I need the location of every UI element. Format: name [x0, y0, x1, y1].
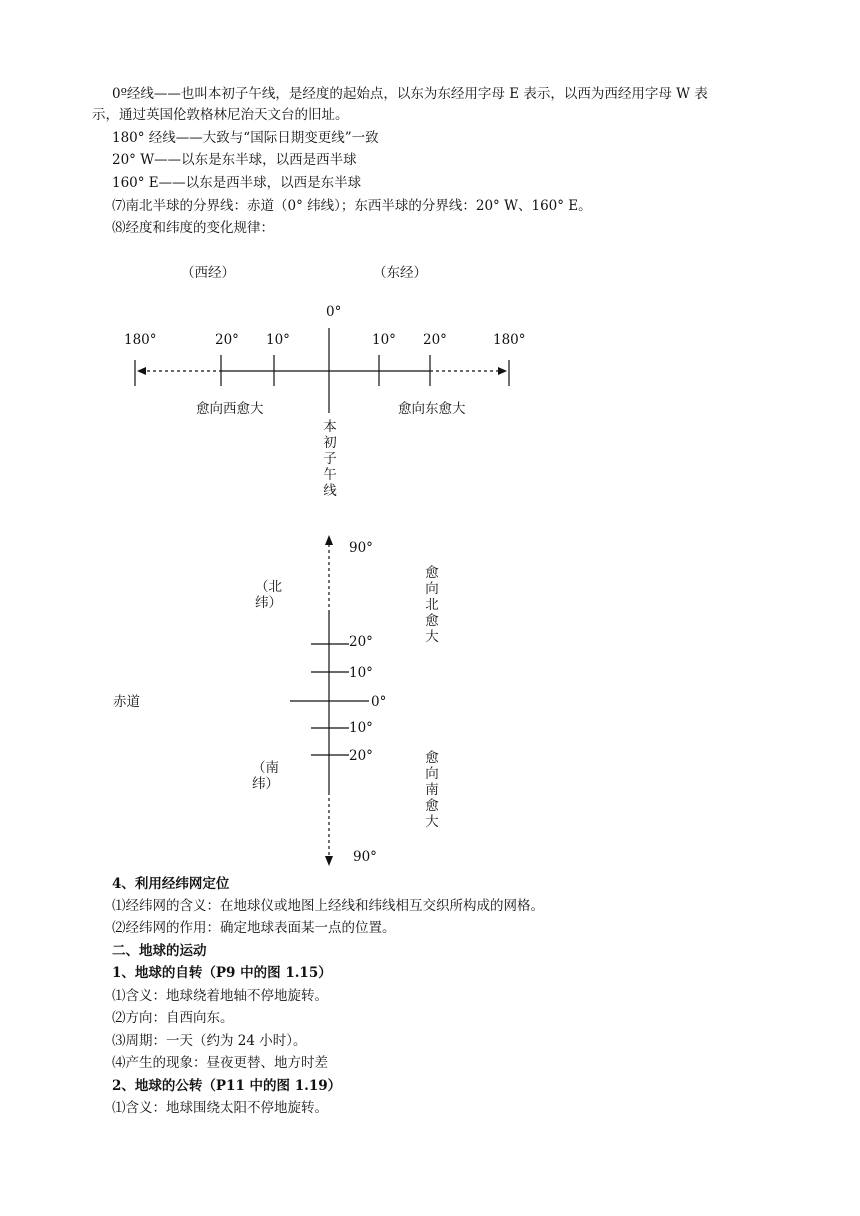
heading-earth-motion: 二、地球的运动	[112, 943, 207, 959]
tick-label-10n: 10°	[349, 665, 373, 681]
text-revolution-meaning: ⑴含义：地球围绕太阳不停地旋转。	[112, 1100, 328, 1116]
east-increase-note: 愈向东愈大	[398, 401, 466, 417]
heading-rotation: 1、地球的自转（P9 中的图 1.15）	[112, 965, 332, 981]
tick-label-20e: 20°	[423, 332, 447, 348]
text-rotation-meaning: ⑴含义：地球绕着地轴不停地旋转。	[112, 988, 328, 1004]
text-prime-meridian-line2: 示，通过英国伦敦格林尼治天文台的旧址。	[92, 107, 349, 123]
latitude-diagram	[290, 535, 369, 866]
text-prime-meridian-line1: 0º经线——也叫本初子午线，是经度的起始点，以东为东经用字母 E 表示，以西为西经用字母 W 表	[112, 86, 708, 102]
text-grid-meaning: ⑴经纬网的含义：在地球仪或地图上经线和纬线相互交织所构成的网格。	[112, 898, 544, 914]
tick-label-90n: 90°	[349, 540, 373, 556]
text-160e: 160° E——以东是西半球，以西是东半球	[112, 175, 362, 191]
text-hemisphere-boundaries: ⑺南北半球的分界线：赤道（0° 纬线）；东西半球的分界线：20° W、160° E。	[112, 198, 592, 214]
north-latitude-label: （北纬）	[255, 579, 282, 611]
tick-label-10e: 10°	[372, 332, 396, 348]
west-longitude-label: （西经）	[181, 265, 235, 281]
tick-label-180e: 180°	[493, 332, 526, 348]
tick-label-20w: 20°	[215, 332, 239, 348]
text-180-meridian: 180° 经线——大致与“国际日期变更线”一致	[112, 130, 379, 146]
tick-label-20s: 20°	[349, 748, 373, 764]
text-grid-function: ⑵经纬网的作用：确定地球表面某一点的位置。	[112, 920, 396, 936]
arrow-north	[325, 535, 333, 545]
text-rotation-period: ⑶周期：一天（约为 24 小时）。	[112, 1033, 307, 1049]
tick-label-20n: 20°	[349, 634, 373, 650]
text-rotation-direction: ⑵方向：自西向东。	[112, 1010, 234, 1026]
arrow-west	[137, 367, 146, 375]
text-20w: 20° W——以东是东半球，以西是西半球	[112, 152, 357, 168]
west-increase-note: 愈向西愈大	[196, 401, 264, 417]
tick-label-10s: 10°	[349, 720, 373, 736]
text-rotation-phenomena: ⑷产生的现象：昼夜更替、地方时差	[112, 1055, 328, 1071]
equator-label: 赤道	[113, 694, 140, 710]
tick-label-0: 0°	[326, 304, 342, 320]
prime-meridian-label: 本初子午线	[323, 419, 337, 499]
tick-label-10w: 10°	[266, 332, 290, 348]
east-longitude-label: （东经）	[373, 265, 427, 281]
north-increase-note: 愈向北愈大	[425, 565, 439, 645]
tick-label-equator: 0°	[371, 694, 387, 710]
arrow-south	[325, 856, 333, 866]
south-increase-note: 愈向南愈大	[425, 750, 439, 830]
heading-revolution: 2、地球的公转（P11 中的图 1.19）	[112, 1078, 342, 1094]
heading-grid-positioning: 4、利用经纬网定位	[112, 876, 230, 892]
south-latitude-label: （南纬）	[252, 760, 279, 792]
tick-label-180w: 180°	[124, 332, 157, 348]
text-change-rule: ⑻经度和纬度的变化规律：	[112, 220, 274, 236]
arrow-east	[498, 367, 507, 375]
tick-label-90s: 90°	[353, 849, 377, 865]
